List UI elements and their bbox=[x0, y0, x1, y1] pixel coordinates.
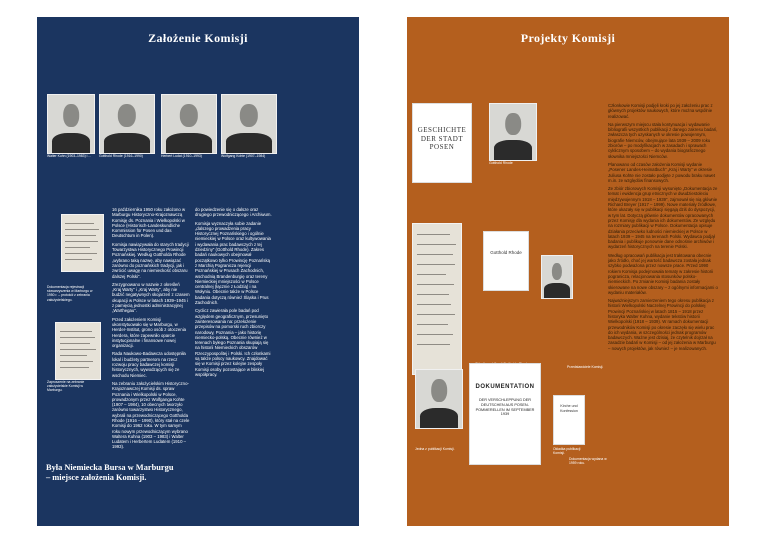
right-text-column bbox=[608, 103, 718, 485]
left-text-column-2 bbox=[195, 207, 273, 387]
paragraph: Przed założeniem Komisji ukonstytuowało się w Marburgu, w Herder-Institut, grono osób z otoczenia Herdera, które zapewniło oparcie instytucjonalne i finansowe nowej organizacji. bbox=[112, 316, 187, 349]
photo-caption: Walter Kuhn (1903–1983) i ... bbox=[47, 154, 92, 158]
paragraph: Komisja wyznaczyła sobie zadanie „dalszego prowadzenia pracy Historycznej Poznańskiego i ogólnie niemieckiej w Polsce oraz kultywowania i wydawania prac badawczych z tej dziedziny” (Gotthold Rhode). Zakres badań naukowych obejmował początkowo tylko Prowincję Poznańską z Marchią Pogranicza rejencji Poznańskiej w Prusach Zachodnich, wschodnią Brandenburgię oraz tereny Niemieckiej mniejszości w Polsce centralnej (łącznie z Łodzią) i na Wołyniu. Obecnie także w Polsce badania dotyczą również Śląska i Prus Zachodnich. bbox=[195, 220, 271, 306]
photo-caption: Gotthold Rhode (1916–1990) bbox=[99, 154, 143, 158]
photo-caption: Przedstawiciele Komisji. bbox=[567, 365, 604, 369]
photo-caption: Herbert Ludat (1910–1993) bbox=[161, 154, 202, 158]
book-cover-rhode bbox=[483, 231, 529, 291]
photo-caption: Gotthold Rhode bbox=[489, 161, 513, 165]
document-scan bbox=[412, 223, 462, 375]
photo-caption: Wolfgang Kohte (1907–1984) bbox=[221, 154, 266, 158]
left-panel bbox=[37, 17, 359, 526]
portrait-photo bbox=[415, 369, 463, 429]
right-panel bbox=[407, 17, 729, 526]
book-title: DOKUMENTATION bbox=[475, 384, 535, 390]
book-title: Kirche und Konfession bbox=[560, 404, 578, 413]
book-caption: Okładka publikacji Komisji. bbox=[553, 447, 581, 456]
document-caption: Dokumentacja rejestracji stowarzyszenia w Marburgu w 1950 r. – protokół z zebrania założycielskiego. bbox=[47, 285, 93, 302]
paragraph: Na pierwszym miejscu stała kontynuacja i wydawanie bibliografii wszystkich publikacji z danego zakresu badań, zwłaszcza tych uzyskanych w okresie powojennym, biografie Niemców, obejmujące lata 1939 – 2009 roku zbiorów – po modyfikacjach w zasadach i sprawach cyklicznym sposobem – do wydania biograficznego słownika mniejszości Niemców. bbox=[608, 121, 718, 159]
paragraph: Na zebraniu założycielskim Historyczno-Krajoznawczej Komisji ds. spraw Poznania i Wielkopolski w Polsce, prowadzonym przez Wolfganga Kohte (1907 – 1984), 10 obecnych tworzyło zarówno towarzystwo Historycznego, wybrali na przewodniczącego Gottholda Rhode (1916 – 1990), który stał na czele Komisji do 1962 roku. W tym samym roku nowym przewodniczącym wybrano Waltera Kuhna (1903 – 1983) i Walter Ludatem i Herbertem Ludatem (1910 – 1993). bbox=[112, 380, 190, 450]
book-subtitle: DER VERSCHLEPPUNG DER DEUTSCHEN AUS POSEN-POMMERELLEN IM SEPTEMBER 1939 bbox=[475, 398, 535, 417]
paragraph: Zrezygnowano w nazwie z określeń „Kraj Warty” i „Kraj Warty”, aby nie budzić negatywnych skojarzeń z czasem okupacji w Polsce w latach 1939–1945 i z pamięcią jednostki administracyjnej „Warthegau”. bbox=[112, 281, 190, 314]
bursa-caption: Była Niemiecka Bursa w Marburgu – miejsce założenia Komisji. bbox=[46, 463, 174, 482]
book-cover-dokumentation bbox=[469, 363, 541, 465]
paragraph: Członkowie Komisji podjęli kroki po jej założeniu prac z głównych projektów naukowych, które można wspólnie realizować. bbox=[608, 103, 713, 119]
book-title: GESCHICHTE DER STADT POSEN bbox=[417, 126, 467, 151]
portrait-photo bbox=[99, 94, 155, 154]
paragraph: 16 października 1950 roku założono w Marburgu Historyczno-Krajoznawczą Komisję ds. Poznania i Wielkopolski w Polsce (Historisch-Landeskundliche Kommission für Posen und das Deutschtum in Polen). bbox=[112, 207, 186, 239]
photo-caption: Jedna z publikacji Komisji. bbox=[415, 447, 455, 451]
book-cover-geschichte bbox=[412, 103, 472, 183]
paragraph: Cyclicz zawierała pole badań pod względem geograficznym, przesunięto zainteresowania na: przełożenie przepisów na pomorski ruch zbiorczy narodowy, Poznania – jako historię niemiecko-polską. Obecnie również w terenach byłego Poznania skupiają się na historii Niemieckich obszarów Rzeczypospolitej i Polski. Ich członkami są także polscy naukowcy. Znajdować się w Komisji przez kolejne zespoły Komisji osoby pozostające w bliskiej współpracy. bbox=[195, 308, 271, 377]
paragraph: Ze zbiór zbiorowych Komisji wysunięto „Dokumentacja ze temat i ewidencja grup etnicznych w dwudziestoleciu międzywojennym 1918 – 1939”, zajmował się nią głównie Richard Breyer (1917 – 1999). Nowe materiały źródłowe, które ukazały się w publikacji sięgają dziś do dyspozycji, w tym lat. Dotyczą głównie dokumentów opracowanych przez Komisję dla wydania ich dokumentów. Ze względu na rozmiary publikacji w Polsce. Dokumentacja opisuje działania przeciwko ludności niemieckiej w Polsce w latach 1939 – 1945 na terenach Polski. Wydawca podjął badania i publikuje ponownie dane odnośnie archiwów i wydarzeń historycznych na terenie Polski. bbox=[608, 186, 718, 250]
book-caption: Dokumentacja wydana w 1959 roku. bbox=[569, 457, 607, 466]
document-scan bbox=[55, 322, 101, 380]
left-text-column-1 bbox=[112, 207, 190, 469]
right-panel-title: Projekty Komisji bbox=[520, 31, 616, 45]
portrait-photo bbox=[47, 94, 95, 154]
paragraph: Komisja nawiązywała do starych tradycji Towarzystwa Historycznego Prowincji Poznańskiej. Według Gottholda Rhode „wybrano taką nazwę, aby nawiązać zarówno do poznańskich tradycji, jak i zwrócić uwagę na niemieckość obszaru dalszej Polski”. bbox=[112, 241, 189, 279]
portrait-photo bbox=[161, 94, 217, 154]
paragraph: Planowano od czasów założenia Komisji wydanie „Posener Landes-Heimatbuch” „Kraj i Warty” w okresie Juliusa Kohte nie zostało podjęte z powodu braku nawet m.in. ze względów finansowych. bbox=[608, 161, 716, 183]
book-title: Gotthold Rhode bbox=[490, 250, 522, 255]
paragraph: Według opracowań publikacja jest traktowana obecnie jako źródło, choć jej wartość badawcza została jednak szybko podważona przez nowsze prace. Przed 1990 rokiem Komisja podejmowała tematy w zakresie historii pogranicza, relacjonowania stosunków polsko-niemieckich. Po zmianie Komisji badania zostały skierowane na nowe obszary – z ogólnymi informacjami o wydaniu materiałów. bbox=[608, 252, 718, 295]
document-caption: Zaproszenie na zebranie założycielskie Komisji w Marburgu. bbox=[47, 380, 85, 393]
left-panel-title: Założenie Komisji bbox=[148, 31, 248, 45]
portrait-photo bbox=[221, 94, 277, 154]
paragraph: Rada Naukowo-Badawcza udostępniła lokal i budżety partnerom na rzecz rozwoju pracy badawczej komisji historycznych, wywodzących się ze wschodu Niemiec. bbox=[112, 351, 186, 378]
book-cover-kirche bbox=[553, 395, 585, 445]
document-scan bbox=[61, 214, 104, 272]
paragraph: do powiedzenie się o dalsze oraz drugiego przewodniczącego i Archiwum. bbox=[195, 207, 272, 218]
gotthold-rhode-photo bbox=[489, 103, 537, 161]
paragraph: Najważniejszym zamierzeniem tego okresu publikacja z historii Wielkopolski Naczelnej Prowincji do polskiej Prowincji Poznańskiej w latach 1815 – 1918 przez historyka Walter Kuhna, wydanie tekstów historii Wielkopolski (1918 – 1939). W ramach dokumentacji przewodników Komisji po okresie zaczęło się wielu prac do ich wydania, w szczególności jednak programów badawczych. Ważne jest dzisiaj, że czytelnik dojrzał na zasadzie badań w Komisji – od jej założenia w Marburgu – nowych projektów, jak również – je realizowanych. bbox=[608, 298, 716, 351]
portrait-photo bbox=[541, 255, 573, 299]
